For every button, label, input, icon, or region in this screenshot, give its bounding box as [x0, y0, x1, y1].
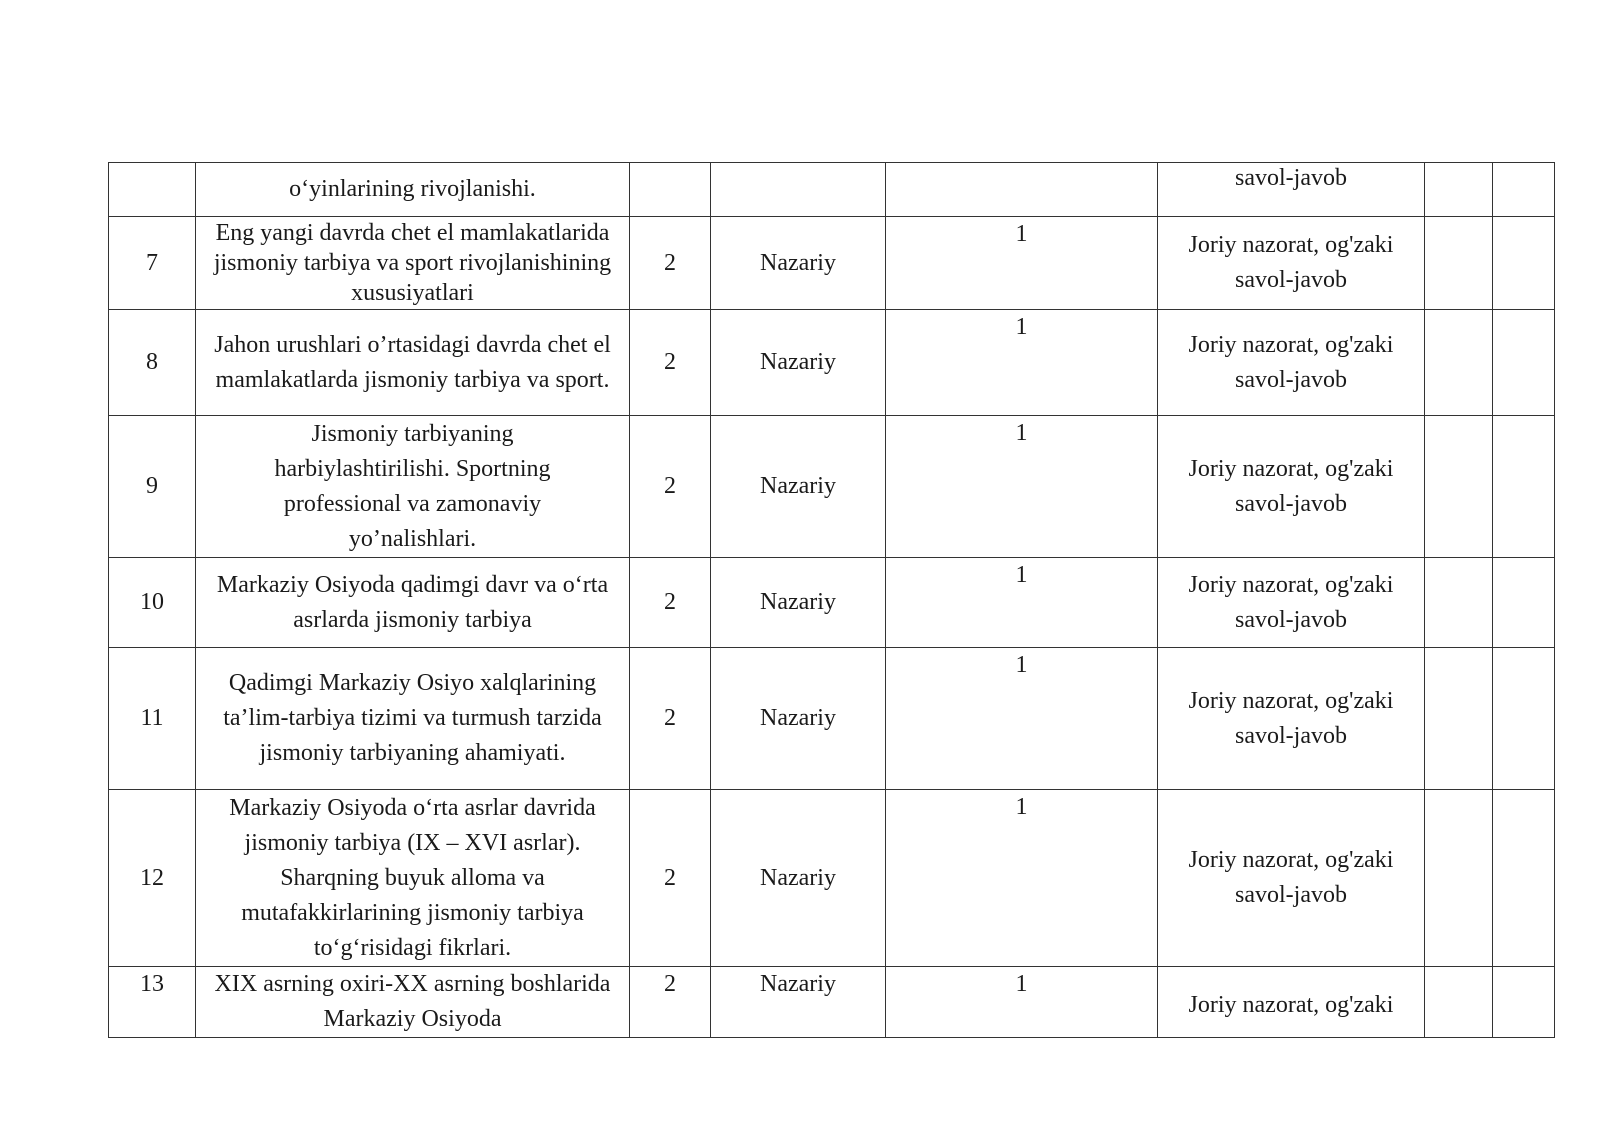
credit-cell: 1: [886, 310, 1158, 416]
empty-cell: [1493, 558, 1555, 648]
row-number: [109, 163, 196, 217]
topic-cell: Jismoniy tarbiyaning harbiylashtirilishi. Sportning professional va zamonaviy yo’nalishlari.: [196, 416, 630, 558]
credit-cell: 1: [886, 217, 1158, 310]
empty-cell: [1425, 416, 1493, 558]
empty-cell: [1425, 558, 1493, 648]
topic-cell: Qadimgi Markaziy Osiyo xalqlarining ta’lim-tarbiya tizimi va turmush tarzida jismoniy tarbiyaning ahamiyati.: [196, 648, 630, 790]
hours-cell: 2: [630, 790, 711, 967]
hours-cell: 2: [630, 310, 711, 416]
table-row: [109, 648, 1555, 790]
empty-cell: [1493, 163, 1555, 217]
lesson-type-cell: Nazariy: [711, 416, 886, 558]
assessment-cell: Joriy nazorat, og'zaki savol-javob: [1158, 310, 1425, 416]
assessment-cell: Joriy nazorat, og'zaki savol-javob: [1158, 648, 1425, 790]
hours-cell: 2: [630, 558, 711, 648]
lesson-type-cell: Nazariy: [711, 790, 886, 967]
credit-cell: [886, 163, 1158, 217]
row-number: 12: [109, 790, 196, 967]
lesson-type-cell: Nazariy: [711, 310, 886, 416]
assessment-cell: Joriy nazorat, og'zaki savol-javob: [1158, 416, 1425, 558]
lesson-type-cell: Nazariy: [711, 967, 886, 1038]
topic-cell: o‘yinlarining rivojlanishi.: [196, 163, 630, 217]
row-number: 7: [109, 217, 196, 310]
empty-cell: [1425, 217, 1493, 310]
table-row: [109, 558, 1555, 648]
empty-cell: [1425, 790, 1493, 967]
empty-cell: [1425, 163, 1493, 217]
assessment-cell: Joriy nazorat, og'zaki savol-javob: [1158, 558, 1425, 648]
hours-cell: 2: [630, 217, 711, 310]
table-row: [109, 967, 1555, 1038]
assessment-cell: Joriy nazorat, og'zaki savol-javob: [1158, 217, 1425, 310]
curriculum-table: [108, 162, 1555, 1038]
table-row: [109, 310, 1555, 416]
empty-cell: [1493, 310, 1555, 416]
row-number: 9: [109, 416, 196, 558]
assessment-cell: Joriy nazorat, og'zaki savol-javob: [1158, 790, 1425, 967]
lesson-type-cell: Nazariy: [711, 558, 886, 648]
topic-cell: Markaziy Osiyoda qadimgi davr va o‘rta asrlarda jismoniy tarbiya: [196, 558, 630, 648]
lesson-type-cell: [711, 163, 886, 217]
table-row: [109, 790, 1555, 967]
topic-cell: Markaziy Osiyoda o‘rta asrlar davrida jismoniy tarbiya (IX – XVI asrlar). Sharqning buyuk alloma va mutafakkirlarining jismoniy tarbiya to‘g‘risidagi fikrlari.: [196, 790, 630, 967]
row-number: 13: [109, 967, 196, 1038]
credit-cell: 1: [886, 790, 1158, 967]
lesson-type-cell: Nazariy: [711, 217, 886, 310]
hours-cell: 2: [630, 416, 711, 558]
hours-cell: [630, 163, 711, 217]
empty-cell: [1493, 217, 1555, 310]
topic-cell: XIX asrning oxiri-XX asrning boshlarida Markaziy Osiyoda: [196, 967, 630, 1038]
empty-cell: [1493, 790, 1555, 967]
row-number: 10: [109, 558, 196, 648]
empty-cell: [1425, 310, 1493, 416]
hours-cell: 2: [630, 648, 711, 790]
topic-cell: Jahon urushlari o’rtasidagi davrda chet el mamlakatlarda jismoniy tarbiya va sport.: [196, 310, 630, 416]
empty-cell: [1493, 416, 1555, 558]
empty-cell: [1425, 648, 1493, 790]
table-row: [109, 416, 1555, 558]
empty-cell: [1425, 967, 1493, 1038]
row-number: 8: [109, 310, 196, 416]
assessment-cell: Joriy nazorat, og'zaki: [1158, 967, 1425, 1038]
topic-cell: Eng yangi davrda chet el mamlakatlarida jismoniy tarbiya va sport rivojlanishining xususiyatlari: [196, 217, 630, 310]
credit-cell: 1: [886, 558, 1158, 648]
row-number: 11: [109, 648, 196, 790]
table-row: [109, 163, 1555, 217]
credit-cell: 1: [886, 648, 1158, 790]
empty-cell: [1493, 967, 1555, 1038]
credit-cell: 1: [886, 416, 1158, 558]
hours-cell: 2: [630, 967, 711, 1038]
table-row: [109, 217, 1555, 310]
assessment-cell: savol-javob: [1158, 163, 1425, 217]
empty-cell: [1493, 648, 1555, 790]
lesson-type-cell: Nazariy: [711, 648, 886, 790]
credit-cell: 1: [886, 967, 1158, 1038]
